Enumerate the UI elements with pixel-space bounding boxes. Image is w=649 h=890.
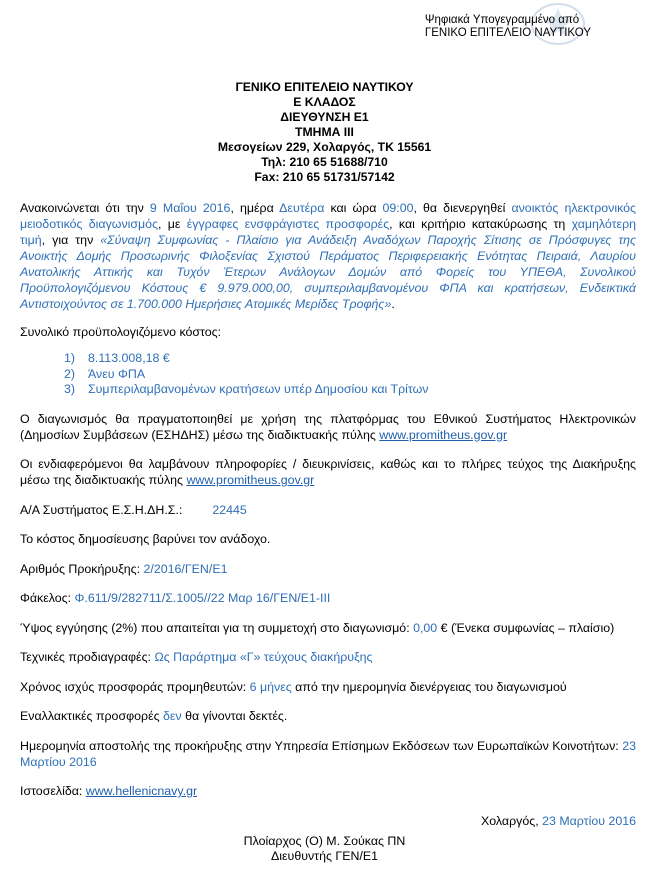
- intro-text: , για την: [41, 233, 101, 247]
- intro-text: και ώρα: [324, 201, 383, 215]
- list-text: Άνευ ΦΠΑ: [88, 366, 146, 381]
- list-item: [64, 382, 636, 398]
- system-id-value: 22445: [212, 502, 247, 517]
- announcement-number-line: [20, 561, 636, 577]
- list-text: 8.113.008,18 €: [88, 351, 170, 365]
- award-criterion: χαμηλότερη τιμή: [20, 217, 637, 247]
- eu-date-text: Ημερομηνία αποστολής της προκήρυξης στην Υπηρεσία Επίσημων Εκδόσεων των Ευρωπαϊκών Κοινοτήτων:: [20, 738, 623, 753]
- file-number-line: [20, 590, 636, 606]
- document-body: [20, 200, 636, 842]
- system-id-label: Α/Α Συστήματος Ε.Σ.Η.ΔΗ.Σ.:: [20, 502, 183, 517]
- guarantee-text: Ύψος εγγύησης (2%) που απαιτείται για τη συμμετοχή στο διαγωνισμό:: [20, 620, 414, 635]
- file-label: Φάκελος:: [20, 591, 75, 605]
- signatory-block: [0, 834, 649, 864]
- tender-time: 09:00: [382, 201, 414, 215]
- offers-type: έγγραφες ενσφράγιστες προσφορές: [186, 217, 390, 231]
- eu-date-paragraph: [20, 738, 636, 770]
- intro-text: , και κριτήριο κατακύρωσης τη: [389, 217, 572, 231]
- website-label: Ιστοσελίδα:: [20, 784, 86, 798]
- list-number: 3): [64, 382, 76, 396]
- list-item: [64, 367, 636, 383]
- budget-label: Συνολικό προϋπολογιζόμενο κόστος:: [20, 325, 222, 339]
- letterhead: [0, 80, 649, 185]
- intro-paragraph: [20, 200, 636, 312]
- letterhead-phone: Τηλ: 210 65 51688/710: [261, 155, 388, 169]
- letterhead-address: Μεσογείων 229, Χολαργός, ΤΚ 15561: [217, 140, 432, 154]
- promitheus-link[interactable]: www.promitheus.gov.gr: [186, 473, 315, 487]
- signature-line-1: Ψηφιακά Υπογεγραμμένο από: [424, 14, 580, 26]
- promitheus-link[interactable]: www.promitheus.gov.gr: [379, 427, 508, 442]
- list-text: Συμπεριλαμβανομένων κρατήσεων υπέρ Δημοσίου και Τρίτων: [88, 382, 429, 396]
- validity-line: [20, 679, 636, 695]
- digital-signature-stamp: [425, 14, 591, 40]
- letterhead-line-4: ΤΜΗΜΑ ΙΙΙ: [295, 125, 354, 139]
- publication-cost: Το κόστος δημοσίευσης βαρύνει τον ανάδοχο.: [20, 532, 271, 546]
- specs-value: Ως Παράρτημα «Γ» τεύχους διακήρυξης: [154, 650, 373, 664]
- system-id-line: [20, 502, 636, 518]
- intro-text: .: [391, 297, 395, 311]
- alternatives-value: δεν: [163, 709, 182, 723]
- guarantee-value: 0,00: [413, 620, 438, 635]
- validity-text: από την ημερομηνία διενέργειας του διαγωνισμού: [291, 679, 567, 694]
- guarantee-paragraph: [20, 620, 636, 636]
- place-date-line: [20, 813, 636, 829]
- letterhead-line-2: Ε ΚΛΑΔΟΣ: [293, 95, 356, 109]
- tender-day: Δευτέρα: [279, 201, 325, 215]
- list-number: 2): [64, 366, 76, 381]
- letterhead-fax: Fax: 210 65 51731/57142: [254, 170, 395, 184]
- list-number: 1): [64, 351, 76, 365]
- sign-date: 23 Μαρτίου 2016: [542, 813, 636, 828]
- guarantee-text: € (Ένεκα συμφωνίας – πλαίσιο): [437, 620, 615, 635]
- website-line: [20, 783, 636, 799]
- announcement-label: Αριθμός Προκήρυξης:: [20, 561, 144, 576]
- intro-text: , ημέρα: [230, 201, 280, 215]
- specs-line: [20, 649, 636, 665]
- place: Χολαργός,: [481, 813, 543, 828]
- tender-date: 9 Μαΐου 2016: [149, 201, 231, 215]
- budget-list: [20, 351, 636, 398]
- eu-date-value: 23 Μαρτίου 2016: [20, 738, 636, 769]
- procedure-type: ανοικτός ηλεκτρονικός μειοδοτικός διαγωνισμός: [20, 201, 636, 231]
- signatory-title: Διευθυντής ΓΕΝ/Ε1: [270, 849, 379, 863]
- signature-line-2: ΓΕΝΙΚΟ ΕΠΙΤΕΛΕΙΟ ΝΑΥΤΙΚΟΥ: [424, 27, 591, 39]
- intro-text: , με: [158, 217, 187, 231]
- intro-text: , θα διενεργηθεί: [413, 201, 512, 215]
- alternatives-text: Εναλλακτικές προσφορές: [20, 709, 164, 723]
- hellenicnavy-link[interactable]: www.hellenicnavy.gr: [85, 784, 198, 798]
- validity-value: 6 μήνες: [249, 679, 292, 694]
- announcement-value: 2/2016/ΓΕΝ/Ε1: [143, 561, 228, 576]
- intro-text: Ανακοινώνεται ότι την: [20, 201, 150, 215]
- tender-subject: «Σύναψη Συμφωνίας - Πλαίσιο για Ανάδειξη Αναδόχων Παροχής Σίτισης σε Πρόσφυγες της Ανοικτής Δομής Προσωρινής Φιλοξενίας Σχιστού Περάματος Περιφερειακής Ενότητας Πειραιά, Λαυρίου Ανατολικής Αττικής και Τυχόν Έτερων Ανάλογων Δομών από Φορείς του ΥΠΕΘΑ, Συνολικού Προϋπολογιζόμενου Κόστους € 9.979.000,00, συμπεριλαμβανομένου ΦΠΑ και κρατήσεων, Ενδεικτικά Αντιστοιχούντος σε 1.700.000 Ημερήσιες Ατομικές Μερίδες Τροφής»: [20, 233, 636, 311]
- platform-text: Ο διαγωνισμός θα πραγματοποιηθεί με χρήση της πλατφόρμας του Εθνικού Συστήματος Ηλεκτρονικών (Δημοσίων Συμβάσεων (ΕΣΗΔΗΣ) μέσω της διαδικτυακής πύλης: [20, 411, 636, 442]
- validity-label: Χρόνος ισχύς προσφοράς προμηθευτών:: [20, 679, 250, 694]
- info-paragraph: [20, 456, 636, 488]
- letterhead-line-3: ΔΙΕΥΘΥΝΣΗ Ε1: [280, 110, 369, 124]
- specs-label: Τεχνικές προδιαγραφές:: [20, 650, 155, 664]
- file-value: Φ.611/9/282711/Σ.1005//22 Μαρ 16/ΓΕΝ/Ε1-ΙΙΙ: [74, 591, 331, 605]
- list-item: [64, 351, 636, 367]
- alternatives-text: θα γίνονται δεκτές.: [181, 709, 288, 723]
- alternatives-line: [20, 708, 636, 724]
- platform-paragraph: [20, 411, 636, 443]
- letterhead-line-1: ΓΕΝΙΚΟ ΕΠΙΤΕΛΕΙΟ ΝΑΥΤΙΚΟΥ: [235, 80, 414, 94]
- info-text: Οι ενδιαφερόμενοι θα λαμβάνουν πληροφορίες / διευκρινίσεις, καθώς και το πλήρες τεύχος της Διακήρυξης μέσω της διαδικτυακής πύλης: [20, 457, 636, 487]
- signatory-name: Πλοίαρχος (Ο) Μ. Σούκας ΠΝ: [243, 834, 406, 848]
